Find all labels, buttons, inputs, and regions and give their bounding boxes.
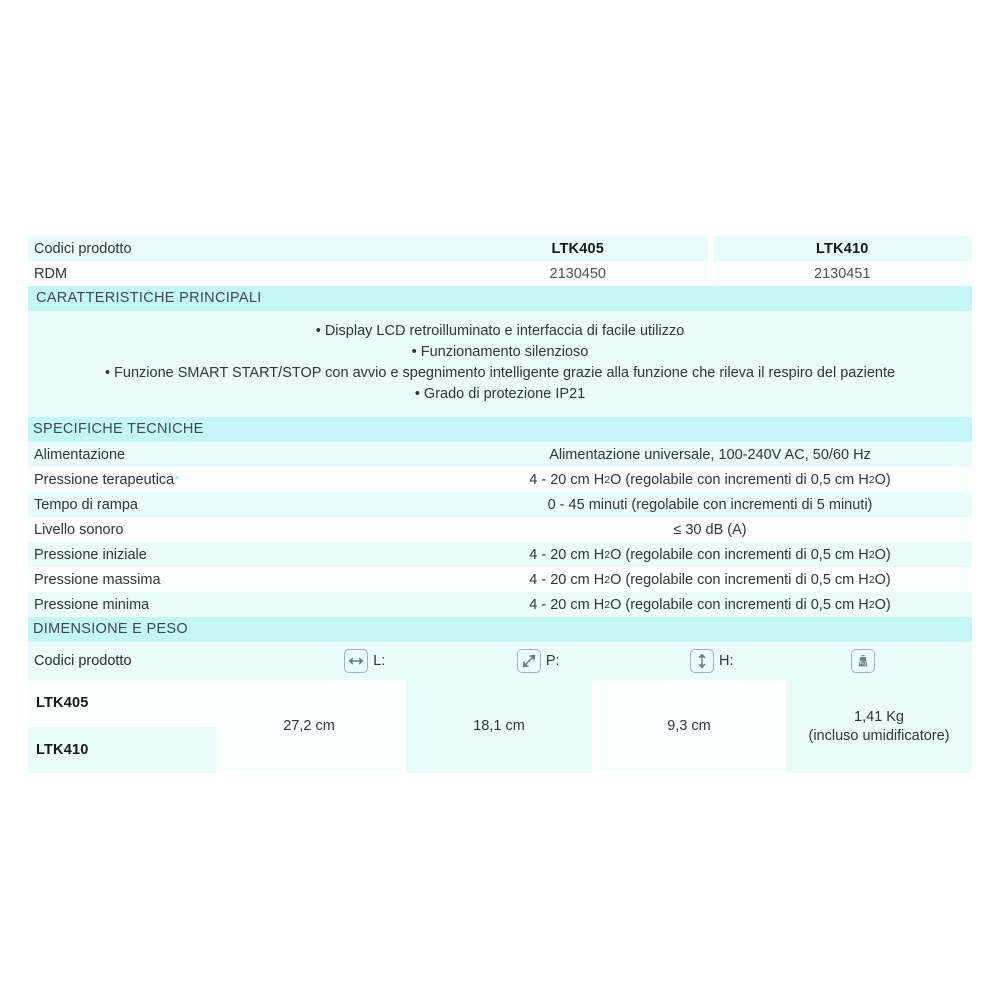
dimensions-header-row bbox=[28, 642, 972, 680]
dimension-value-weight bbox=[786, 680, 972, 773]
dimension-label-length: L: bbox=[373, 653, 386, 669]
spec-label: Pressione minima bbox=[34, 596, 150, 613]
spec-label: Pressione terapeutica * bbox=[34, 471, 179, 488]
feature-item-3: • Funzione SMART START/STOP con avvio e spegnimento intelligente grazie alla funzione che rileva il respiro del paziente bbox=[104, 365, 896, 381]
row-label: RDM bbox=[34, 265, 68, 282]
dimension-codes-column bbox=[28, 680, 216, 773]
spec-value: Alimentazione universale, 100-240V AC, 50/60 Hz bbox=[549, 446, 871, 463]
dimension-value-length: 27,2 cm bbox=[216, 680, 402, 773]
row-label: Codici prodotto bbox=[34, 240, 132, 257]
rdm-value-ltk410: 2130451 bbox=[814, 265, 871, 282]
height-arrow-icon bbox=[690, 649, 714, 673]
rdm-value-ltk405: 2130450 bbox=[549, 265, 606, 282]
spec-row bbox=[28, 492, 972, 517]
spec-row bbox=[28, 517, 972, 542]
dimensions-row-label: Codici prodotto bbox=[34, 653, 132, 669]
table-row-rdm bbox=[28, 261, 972, 286]
dimension-column-height bbox=[625, 649, 799, 673]
spec-label: Livello sonoro bbox=[34, 521, 124, 538]
spec-label: Tempo di rampa bbox=[34, 496, 138, 513]
spec-value: 0 - 45 minuti (regolabile con incrementi di 5 minuti) bbox=[547, 496, 873, 513]
spec-row bbox=[28, 442, 972, 467]
spec-value: 4 - 20 cm H 2 O (regolabile con incrementi di 0,5 cm H 2 O) bbox=[529, 571, 891, 588]
table-row-product-codes bbox=[28, 236, 972, 261]
section-header-main-features: CARATTERISTICHE PRINCIPALI bbox=[28, 286, 972, 311]
feature-item-1: • Display LCD retroilluminato e interfaccia di facile utilizzo bbox=[315, 323, 685, 339]
spec-label: Pressione iniziale bbox=[34, 546, 147, 563]
product-spec-table bbox=[28, 236, 972, 773]
weight-kg-icon bbox=[851, 649, 875, 673]
dimension-column-length bbox=[278, 649, 452, 673]
depth-diagonal-arrow-icon bbox=[517, 649, 541, 673]
width-arrow-icon bbox=[344, 649, 368, 673]
dimension-code-ltk405: LTK405 bbox=[28, 680, 216, 727]
spec-row bbox=[28, 567, 972, 592]
section-header-technical-specs: SPECIFICHE TECNICHE bbox=[28, 417, 972, 442]
product-code-ltk410: LTK410 bbox=[815, 240, 869, 257]
spec-label: Pressione massima bbox=[34, 571, 161, 588]
svg-text:Kg: Kg bbox=[859, 660, 867, 667]
spec-value: 4 - 20 cm H 2 O (regolabile con incrementi di 0,5 cm H 2 O) bbox=[529, 546, 891, 563]
section-header-dimensions-weight: DIMENSIONE E PESO bbox=[28, 617, 972, 642]
dimension-code-ltk410: LTK410 bbox=[28, 727, 216, 774]
dimension-value-height: 9,3 cm bbox=[596, 680, 782, 773]
feature-item-2: • Funzionamento silenzioso bbox=[411, 344, 589, 360]
dimension-label-height: H: bbox=[719, 653, 734, 669]
spec-row bbox=[28, 542, 972, 567]
spec-row bbox=[28, 467, 972, 492]
dimension-column-depth bbox=[452, 649, 626, 673]
main-features-list bbox=[28, 311, 972, 417]
dimension-value-depth: 18,1 cm bbox=[406, 680, 592, 773]
weight-value: 1,41 Kg bbox=[854, 708, 904, 725]
product-code-ltk405: LTK405 bbox=[551, 240, 604, 257]
spec-value: ≤ 30 dB (A) bbox=[673, 521, 747, 538]
technical-specs-rows bbox=[28, 442, 972, 617]
spec-value: 4 - 20 cm H 2 O (regolabile con incrementi di 0,5 cm H 2 O) bbox=[529, 471, 891, 488]
spec-row bbox=[28, 592, 972, 617]
weight-note: (incluso umidificatore) bbox=[808, 727, 950, 744]
spec-value: 4 - 20 cm H 2 O (regolabile con incrementi di 0,5 cm H 2 O) bbox=[529, 596, 891, 613]
dimensions-values-grid bbox=[28, 680, 972, 773]
spec-label: Alimentazione bbox=[34, 446, 126, 463]
feature-item-4: • Grado di protezione IP21 bbox=[414, 386, 586, 402]
dimension-column-weight bbox=[799, 649, 973, 673]
dimension-label-depth: P: bbox=[545, 653, 560, 669]
